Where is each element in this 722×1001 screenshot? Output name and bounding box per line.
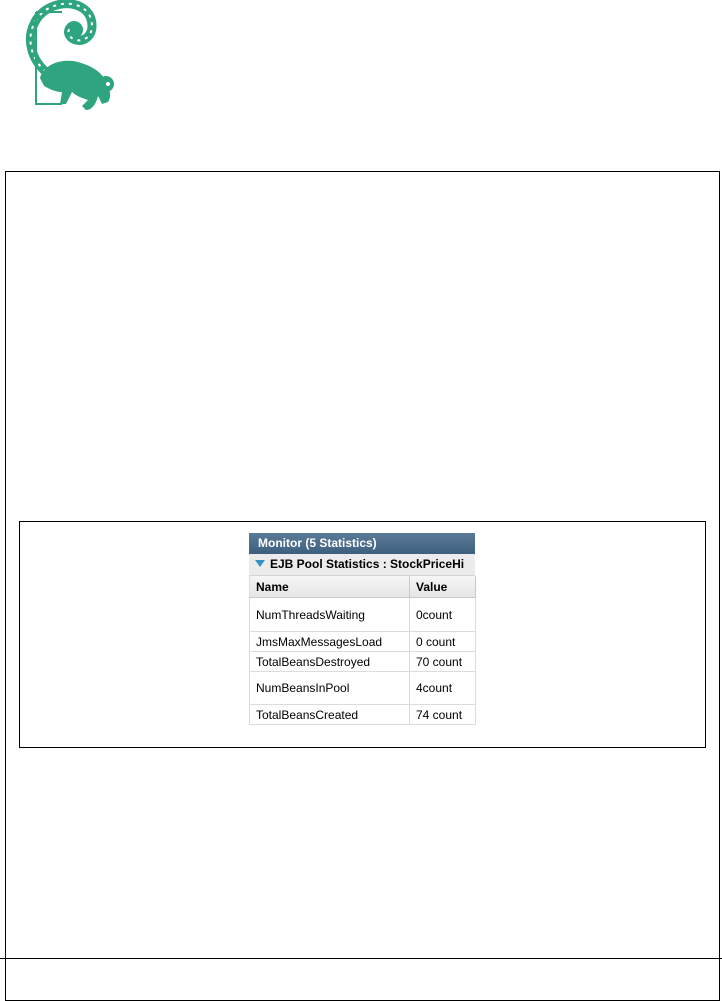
- stat-name: TotalBeansDestroyed: [250, 652, 410, 672]
- stat-name: TotalBeansCreated: [250, 705, 410, 725]
- lemur-logo-icon: [22, 0, 114, 118]
- stat-name: NumThreadsWaiting: [250, 598, 410, 632]
- stat-value: 70 count: [410, 652, 476, 672]
- table-row: [250, 652, 476, 672]
- column-header-name[interactable]: Name: [250, 576, 410, 598]
- ejb-pool-section-toggle[interactable]: [249, 554, 475, 576]
- stat-name: NumBeansInPool: [250, 672, 410, 705]
- monitor-panel: [249, 533, 475, 725]
- table-row: [250, 632, 476, 652]
- expand-triangle-icon[interactable]: [255, 560, 265, 567]
- column-header-value[interactable]: Value: [410, 576, 476, 598]
- table-row: [250, 705, 476, 725]
- table-row: [250, 598, 476, 632]
- stat-value: 0 count: [410, 632, 476, 652]
- table-row: [250, 672, 476, 705]
- stat-value: 4count: [410, 672, 476, 705]
- footer-rule: [0, 958, 722, 959]
- section-title: EJB Pool Statistics : StockPriceHi: [270, 557, 465, 571]
- stat-value: 74 count: [410, 705, 476, 725]
- statistics-table: [249, 576, 476, 725]
- monitor-header: Monitor (5 Statistics): [249, 533, 475, 554]
- stat-name: JmsMaxMessagesLoad: [250, 632, 410, 652]
- stat-value: 0count: [410, 598, 476, 632]
